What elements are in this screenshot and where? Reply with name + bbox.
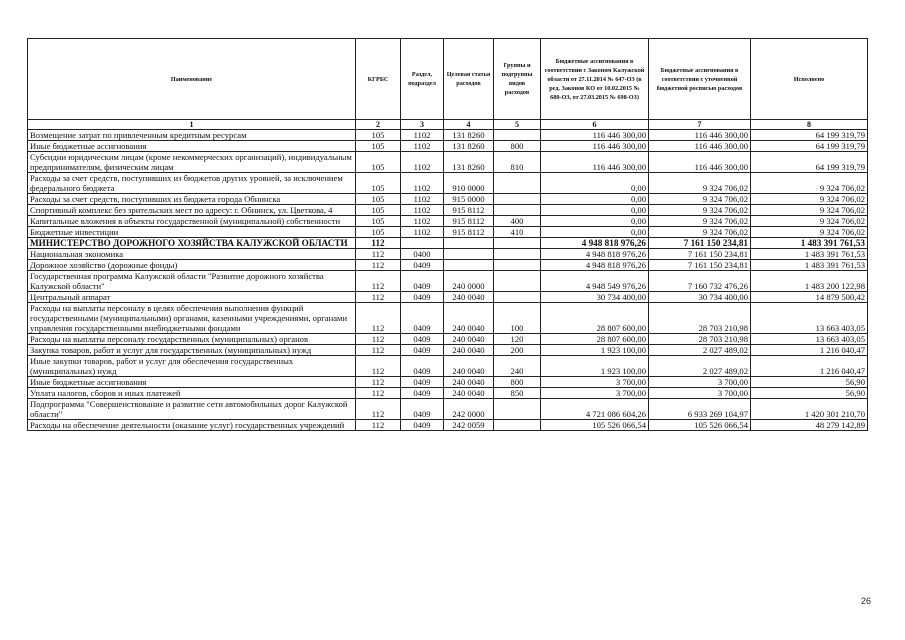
column-number: 4: [444, 120, 494, 130]
row-article: 240 0040: [444, 388, 494, 399]
header-law-appropriations: Бюджетные ассигнования в соответствии с Законом Калужской области от 27.11.2014 № 647-ОЗ (в ред. Законов КО от 10.02.2015 № 680-ОЗ, от 27.03.2015 № 698-ОЗ): [541, 39, 649, 120]
row-group: 800: [494, 377, 541, 388]
row-group: 240: [494, 356, 541, 377]
table-row: [28, 345, 868, 356]
row-law-amount: 1 923 100,00: [541, 345, 649, 356]
row-law-amount: 3 700,00: [541, 377, 649, 388]
row-kgrbs: 112: [356, 377, 401, 388]
row-refined-amount: 9 324 706,02: [649, 194, 751, 205]
row-section: 0409: [401, 292, 444, 303]
row-article: 131 8260: [444, 141, 494, 152]
row-name: МИНИСТЕРСТВО ДОРОЖНОГО ХОЗЯЙСТВА КАЛУЖСКОЙ ОБЛАСТИ: [28, 238, 356, 249]
row-section: 1102: [401, 205, 444, 216]
row-section: 0409: [401, 399, 444, 420]
row-section: 1102: [401, 152, 444, 173]
column-number-row: [28, 120, 868, 130]
row-kgrbs: 105: [356, 141, 401, 152]
header-group: Группы и подгруппы видов расходов: [494, 39, 541, 120]
row-section: 0409: [401, 345, 444, 356]
budget-table: [27, 38, 868, 431]
row-section: 0409: [401, 377, 444, 388]
table-row: [28, 356, 868, 377]
row-section: 0409: [401, 388, 444, 399]
row-section: 0409: [401, 420, 444, 431]
row-kgrbs: 112: [356, 238, 401, 249]
row-article: 242 0000: [444, 399, 494, 420]
row-kgrbs: 105: [356, 216, 401, 227]
row-refined-amount: 28 703 210,98: [649, 303, 751, 334]
row-law-amount: 116 446 300,00: [541, 130, 649, 141]
row-refined-amount: 105 526 066,54: [649, 420, 751, 431]
row-group: 100: [494, 303, 541, 334]
row-section: 1102: [401, 130, 444, 141]
row-executed-amount: 1 483 391 761,53: [751, 249, 868, 260]
row-section: [401, 238, 444, 249]
row-kgrbs: 112: [356, 260, 401, 271]
row-group: 800: [494, 141, 541, 152]
row-group: [494, 420, 541, 431]
row-article: [444, 260, 494, 271]
row-article: 240 0040: [444, 345, 494, 356]
row-kgrbs: 112: [356, 292, 401, 303]
column-number: 5: [494, 120, 541, 130]
row-refined-amount: 116 446 300,00: [649, 130, 751, 141]
row-name: Бюджетные инвестиции: [28, 227, 356, 238]
row-executed-amount: 56,90: [751, 388, 868, 399]
row-refined-amount: 9 324 706,02: [649, 216, 751, 227]
header-refined-appropriations: Бюджетные ассигнования в соответствии с уточненной бюджетной росписью расходов: [649, 39, 751, 120]
row-refined-amount: 2 027 489,02: [649, 345, 751, 356]
row-refined-amount: 7 161 150 234,81: [649, 260, 751, 271]
row-group: 850: [494, 388, 541, 399]
row-name: Иные бюджетные ассигнования: [28, 377, 356, 388]
row-law-amount: 105 526 066,54: [541, 420, 649, 431]
row-executed-amount: 64 199 319,79: [751, 152, 868, 173]
row-executed-amount: 1 216 040,47: [751, 356, 868, 377]
header-section: Раздел, подраздел: [401, 39, 444, 120]
row-article: 915 8112: [444, 216, 494, 227]
row-article: 910 0000: [444, 173, 494, 194]
row-law-amount: 0,00: [541, 227, 649, 238]
row-name: Иные бюджетные ассигнования: [28, 141, 356, 152]
row-section: 1102: [401, 216, 444, 227]
row-executed-amount: 1 483 200 122,98: [751, 271, 868, 292]
row-name: Иные закупки товаров, работ и услуг для обеспечения государственных (муниципальных) нужд: [28, 356, 356, 377]
header-article: Целевая статья расходов: [444, 39, 494, 120]
table-row: [28, 238, 868, 249]
table-row: [28, 141, 868, 152]
row-kgrbs: 112: [356, 303, 401, 334]
row-refined-amount: 9 324 706,02: [649, 227, 751, 238]
row-refined-amount: 7 161 150 234,81: [649, 249, 751, 260]
row-executed-amount: 9 324 706,02: [751, 227, 868, 238]
row-law-amount: 28 807 600,00: [541, 334, 649, 345]
row-section: 1102: [401, 227, 444, 238]
row-refined-amount: 116 446 300,00: [649, 141, 751, 152]
header-kgrbs: КГРБС: [356, 39, 401, 120]
column-number: 7: [649, 120, 751, 130]
row-name: Расходы за счет средств, поступивших из бюджета города Обнинска: [28, 194, 356, 205]
row-kgrbs: 112: [356, 334, 401, 345]
row-kgrbs: 105: [356, 205, 401, 216]
row-refined-amount: 7 160 732 476,26: [649, 271, 751, 292]
row-law-amount: 3 700,00: [541, 388, 649, 399]
row-executed-amount: 9 324 706,02: [751, 205, 868, 216]
table-row: [28, 205, 868, 216]
row-group: 810: [494, 152, 541, 173]
table-row: [28, 249, 868, 260]
row-group: [494, 173, 541, 194]
row-article: 242 0059: [444, 420, 494, 431]
row-name: Закупка товаров, работ и услуг для государственных (муниципальных) нужд: [28, 345, 356, 356]
row-law-amount: 4 948 818 976,26: [541, 249, 649, 260]
row-name: Расходы на выплаты персоналу государственных (муниципальных) органов: [28, 334, 356, 345]
row-article: 240 0000: [444, 271, 494, 292]
row-name: Расходы на обеспечение деятельности (оказание услуг) государственных учреждений: [28, 420, 356, 431]
table-row: [28, 292, 868, 303]
row-refined-amount: 2 027 489,02: [649, 356, 751, 377]
row-executed-amount: 9 324 706,02: [751, 173, 868, 194]
row-name: Возмещение затрат по привлеченным кредитным ресурсам: [28, 130, 356, 141]
row-article: [444, 238, 494, 249]
row-kgrbs: 112: [356, 249, 401, 260]
row-executed-amount: 13 663 403,05: [751, 303, 868, 334]
table-row: [28, 260, 868, 271]
row-section: 0409: [401, 356, 444, 377]
header-name: Наименование: [28, 39, 356, 120]
row-executed-amount: 1 420 301 210,70: [751, 399, 868, 420]
table-row: [28, 216, 868, 227]
row-name: Дорожное хозяйство (дорожные фонды): [28, 260, 356, 271]
table-row: [28, 388, 868, 399]
row-kgrbs: 105: [356, 130, 401, 141]
row-refined-amount: 7 161 150 234,81: [649, 238, 751, 249]
column-number: 3: [401, 120, 444, 130]
table-row: [28, 334, 868, 345]
table-row: [28, 194, 868, 205]
row-kgrbs: 105: [356, 152, 401, 173]
table-row: [28, 420, 868, 431]
row-group: 400: [494, 216, 541, 227]
row-law-amount: 4 948 818 976,26: [541, 260, 649, 271]
row-law-amount: 116 446 300,00: [541, 152, 649, 173]
row-law-amount: 30 734 400,00: [541, 292, 649, 303]
row-executed-amount: 13 663 403,05: [751, 334, 868, 345]
row-law-amount: 0,00: [541, 216, 649, 227]
row-law-amount: 4 721 086 604,26: [541, 399, 649, 420]
row-article: [444, 249, 494, 260]
row-executed-amount: 1 483 391 761,53: [751, 260, 868, 271]
row-name: Государственная программа Калужской области "Развитие дорожного хозяйства Калужской области": [28, 271, 356, 292]
table-row: [28, 130, 868, 141]
row-article: 240 0040: [444, 292, 494, 303]
row-article: 240 0040: [444, 303, 494, 334]
row-law-amount: 1 923 100,00: [541, 356, 649, 377]
table-row: [28, 271, 868, 292]
row-executed-amount: 64 199 319,79: [751, 130, 868, 141]
row-name: Расходы на выплаты персоналу в целях обеспечения выполнения функций государственными (муниципальными) органами, казенными учреждениями, органами управления государственными внебюджетными фондами: [28, 303, 356, 334]
row-section: 0409: [401, 260, 444, 271]
table-row: [28, 377, 868, 388]
row-refined-amount: 30 734 400,00: [649, 292, 751, 303]
row-group: [494, 194, 541, 205]
row-section: 1102: [401, 194, 444, 205]
row-executed-amount: 9 324 706,02: [751, 194, 868, 205]
row-law-amount: 4 948 818 976,26: [541, 238, 649, 249]
row-law-amount: 0,00: [541, 194, 649, 205]
row-group: [494, 205, 541, 216]
row-name: Подпрограмма "Совершенствование и развитие сети автомобильных дорог Калужской области": [28, 399, 356, 420]
row-refined-amount: 9 324 706,02: [649, 205, 751, 216]
row-refined-amount: 6 933 269 104,97: [649, 399, 751, 420]
row-law-amount: 0,00: [541, 173, 649, 194]
column-number: 2: [356, 120, 401, 130]
row-kgrbs: 112: [356, 388, 401, 399]
row-refined-amount: 116 446 300,00: [649, 152, 751, 173]
row-article: 240 0040: [444, 377, 494, 388]
row-kgrbs: 112: [356, 420, 401, 431]
row-kgrbs: 105: [356, 173, 401, 194]
row-executed-amount: 14 879 500,42: [751, 292, 868, 303]
row-group: [494, 399, 541, 420]
row-kgrbs: 112: [356, 399, 401, 420]
row-group: 410: [494, 227, 541, 238]
row-section: 0409: [401, 303, 444, 334]
row-article: 131 8260: [444, 152, 494, 173]
row-article: 915 0000: [444, 194, 494, 205]
row-law-amount: 28 807 600,00: [541, 303, 649, 334]
header-executed: Исполнено: [751, 39, 868, 120]
row-name: Расходы за счет средств, поступивших из бюджетов других уровней, за исключением федерального бюджета: [28, 173, 356, 194]
row-group: [494, 238, 541, 249]
row-section: 1102: [401, 173, 444, 194]
row-section: 0400: [401, 249, 444, 260]
row-law-amount: 116 446 300,00: [541, 141, 649, 152]
row-kgrbs: 112: [356, 345, 401, 356]
table-row: [28, 173, 868, 194]
row-executed-amount: 1 483 391 761,53: [751, 238, 868, 249]
table-row: [28, 399, 868, 420]
row-article: 915 8112: [444, 205, 494, 216]
row-name: Центральный аппарат: [28, 292, 356, 303]
row-refined-amount: 28 703 210,98: [649, 334, 751, 345]
row-group: 200: [494, 345, 541, 356]
row-section: 1102: [401, 141, 444, 152]
column-number: 1: [28, 120, 356, 130]
row-group: [494, 130, 541, 141]
row-group: 120: [494, 334, 541, 345]
row-executed-amount: 64 199 319,79: [751, 141, 868, 152]
page-number: 26: [861, 596, 872, 606]
row-kgrbs: 112: [356, 356, 401, 377]
row-group: [494, 249, 541, 260]
row-kgrbs: 105: [356, 227, 401, 238]
row-name: Капитальные вложения в объекты государственной (муниципальной) собственности: [28, 216, 356, 227]
column-number: 6: [541, 120, 649, 130]
row-executed-amount: 56,90: [751, 377, 868, 388]
row-name: Субсидии юридическим лицам (кроме некоммерческих организаций), индивидуальным предпринимателям, физическим лицам: [28, 152, 356, 173]
row-article: 240 0040: [444, 334, 494, 345]
row-refined-amount: 3 700,00: [649, 388, 751, 399]
row-executed-amount: 9 324 706,02: [751, 216, 868, 227]
row-article: 915 8112: [444, 227, 494, 238]
row-name: Национальная экономика: [28, 249, 356, 260]
row-refined-amount: 9 324 706,02: [649, 173, 751, 194]
table-row: [28, 303, 868, 334]
row-group: [494, 292, 541, 303]
row-refined-amount: 3 700,00: [649, 377, 751, 388]
row-law-amount: 4 948 549 976,26: [541, 271, 649, 292]
row-law-amount: 0,00: [541, 205, 649, 216]
row-article: 131 8260: [444, 130, 494, 141]
column-number: 8: [751, 120, 868, 130]
row-executed-amount: 48 279 142,89: [751, 420, 868, 431]
row-article: 240 0040: [444, 356, 494, 377]
row-group: [494, 271, 541, 292]
row-section: 0409: [401, 271, 444, 292]
row-executed-amount: 1 216 040,47: [751, 345, 868, 356]
table-row: [28, 227, 868, 238]
row-kgrbs: 105: [356, 194, 401, 205]
table-header: [28, 39, 868, 130]
table-body: [28, 130, 868, 431]
row-section: 0409: [401, 334, 444, 345]
row-name: Уплата налогов, сборов и иных платежей: [28, 388, 356, 399]
row-kgrbs: 112: [356, 271, 401, 292]
table-row: [28, 152, 868, 173]
row-name: Спортивный комплекс без зрительских мест по адресу: г. Обнинск, ул. Цветкова, 4: [28, 205, 356, 216]
row-group: [494, 260, 541, 271]
